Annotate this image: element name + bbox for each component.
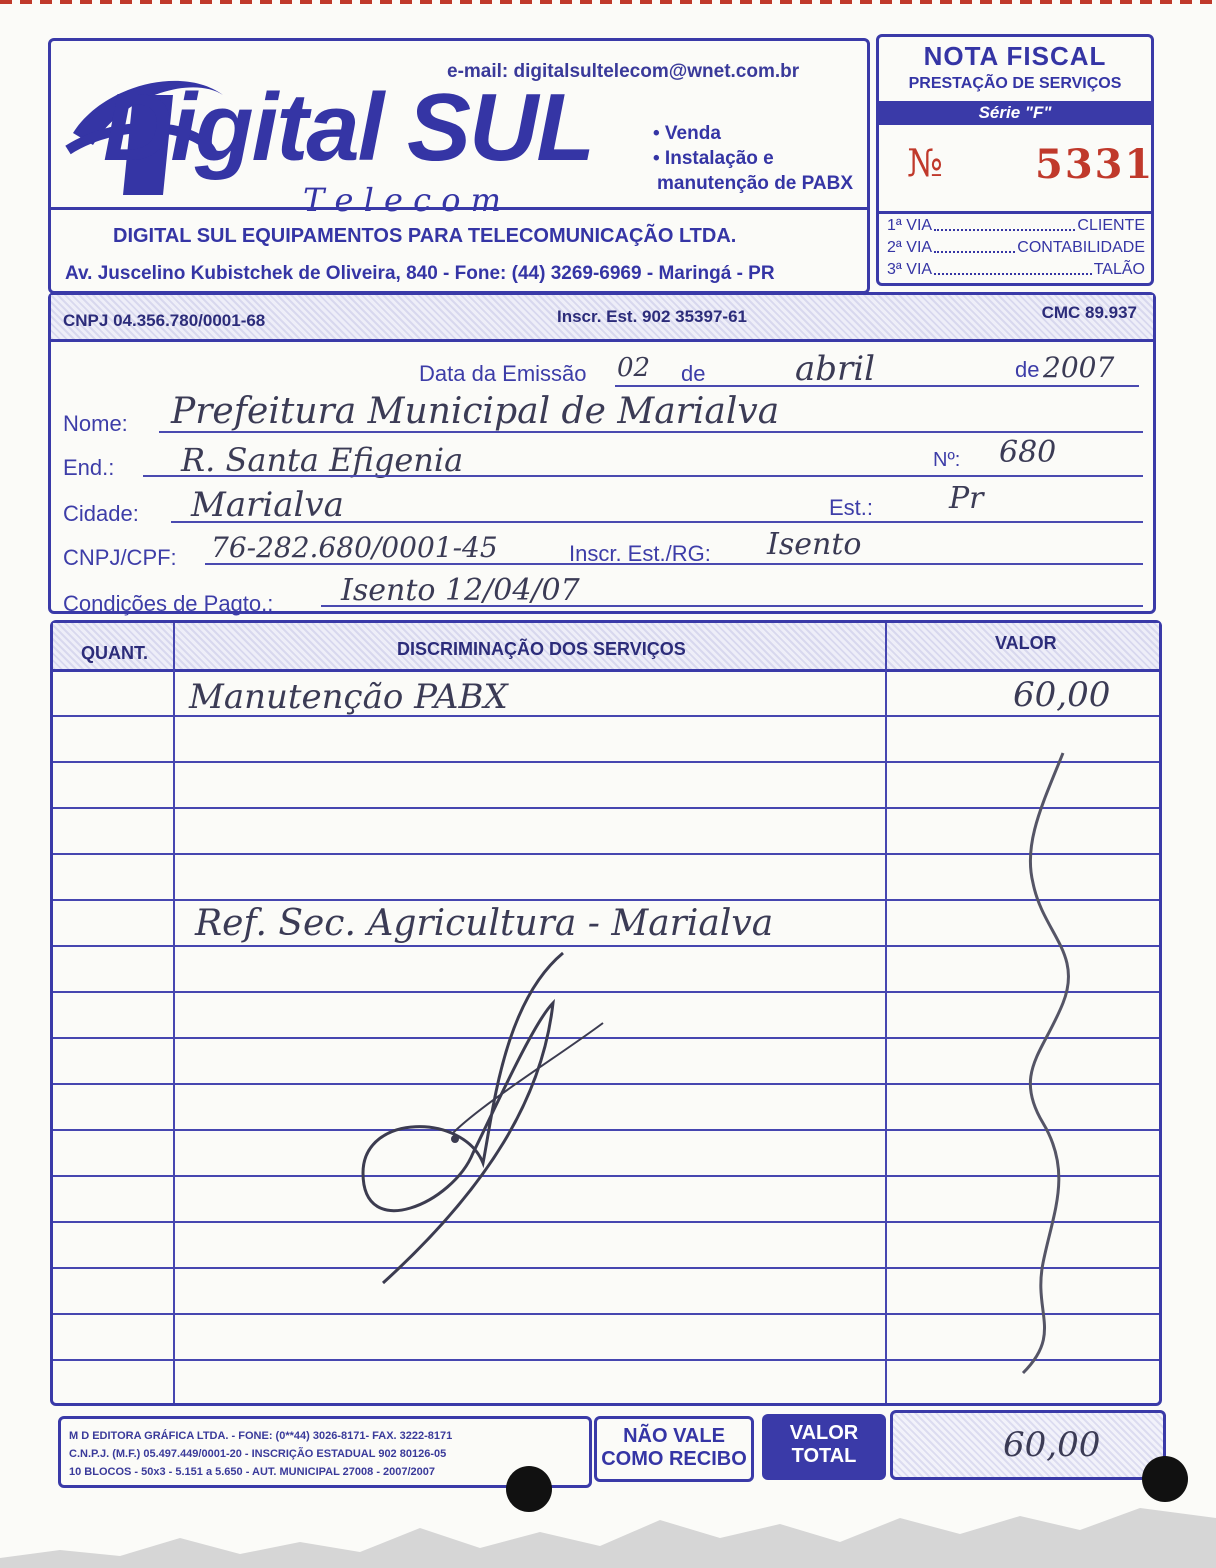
valor-total-label — [762, 1414, 886, 1480]
col-divider-1 — [173, 623, 175, 1403]
cidade-label: Cidade: — [63, 501, 139, 526]
brand-logo — [63, 55, 623, 219]
nao-vale-line-2: COMO RECIBO — [601, 1448, 747, 1470]
emission-de-2: de — [1015, 357, 1040, 382]
end-line — [143, 475, 1143, 477]
cond-value: Isento 12/04/07 — [341, 573, 580, 608]
total-value: 60,00 — [1003, 1425, 1101, 1465]
cidade-value: Marialva — [191, 485, 344, 525]
end-label: End.: — [63, 455, 115, 480]
printer-line-1: M D EDITORA GRÁFICA LTDA. - FONE: (0**44) 3026-8171- FAX. 3222-8171 — [69, 1430, 453, 1442]
col-divider-2 — [885, 623, 887, 1403]
via-3: 3ª VIA TALÃO — [887, 261, 1145, 278]
nome-line — [159, 431, 1143, 433]
emission-line — [615, 385, 1139, 387]
emission-month: abril — [795, 349, 876, 389]
void-squiggle-icon — [983, 743, 1103, 1383]
numero-value: 680 — [999, 435, 1057, 470]
invoice-subtitle: PRESTAÇÃO DE SERVIÇOS — [908, 75, 1122, 92]
nome-label: Nome: — [63, 411, 128, 436]
cond-label: Condições de Pagto.: — [63, 591, 274, 616]
cnpj-issuer: CNPJ 04.356.780/0001-68 — [63, 311, 266, 330]
printer-info — [69, 1427, 452, 1481]
punch-hole — [1142, 1456, 1188, 1502]
emission-label: Data da Emissão — [419, 361, 587, 386]
services-list — [653, 121, 853, 196]
invoice-title: NOTA FISCAL — [923, 41, 1107, 71]
invoice-number: 5331 — [1035, 141, 1155, 188]
reference-note: Ref. Sec. Agricultura - Marialva — [195, 903, 774, 944]
emission-day: 02 — [617, 353, 651, 383]
via-1: 1ª VIA CLIENTE — [887, 217, 1145, 234]
cidade-line — [171, 521, 1143, 523]
inscr-value: Isento — [767, 527, 862, 562]
inscr-label: Inscr. Est./RG: — [569, 541, 711, 566]
total-box — [890, 1410, 1166, 1480]
nome-value: Prefeitura Municipal de Marialva — [171, 391, 780, 432]
tax-ids-bar — [51, 295, 1153, 342]
inscr-issuer: Inscr. Est. 902 35397-61 — [557, 307, 747, 326]
service-manutencao: manutenção de PABX — [657, 173, 854, 194]
service-instalacao: • Instalação e — [653, 148, 774, 169]
header-quant: QUANT. — [81, 643, 148, 663]
vias-list — [887, 215, 1145, 281]
cmc-issuer: CMC 89.937 — [1041, 303, 1137, 322]
cond-line — [321, 605, 1143, 607]
service-venda: • Venda — [653, 123, 721, 144]
est-label: Est.: — [829, 495, 874, 520]
company-name: DIGITAL SUL EQUIPAMENTOS PARA TELECOMUNICAÇÃO LTDA. — [113, 225, 737, 247]
customer-form — [48, 292, 1156, 614]
emission-de-1: de — [681, 361, 706, 386]
torn-edge — [0, 1498, 1216, 1568]
company-address: Av. Juscelino Kubistchek de Oliveira, 840 - Fone: (44) 3269-6969 - Maringá - PR — [65, 263, 775, 284]
invoice-box — [876, 34, 1154, 286]
row1-description: Manutenção PABX — [189, 677, 508, 717]
cnpj-label: CNPJ/CPF: — [63, 545, 177, 570]
invoice-series: Série "F" — [879, 101, 1151, 125]
est-value: Pr — [949, 481, 984, 516]
brand-main: Digital SUL — [103, 74, 594, 181]
valor-total-line-2: TOTAL — [791, 1445, 857, 1467]
services-table — [50, 620, 1162, 1406]
row1-value: 60,00 — [1013, 675, 1111, 715]
emission-year: 2007 — [1043, 351, 1115, 384]
cnpj-value: 76-282.680/0001-45 — [211, 531, 498, 564]
invoice-divider — [879, 211, 1151, 214]
numero-label: Nº: — [933, 449, 961, 471]
printer-line-2: C.N.P.J. (M.F.) 05.497.449/0001-20 - INSCRIÇÃO ESTADUAL 902 80126-05 — [69, 1448, 447, 1460]
company-header — [48, 38, 870, 294]
tear-edge — [0, 0, 1216, 4]
printer-line-3: 10 BLOCOS - 50x3 - 5.151 a 5.650 - AUT. MUNICIPAL 27008 - 2007/2007 — [69, 1466, 436, 1478]
header-discriminacao: DISCRIMINAÇÃO DOS SERVIÇOS — [397, 639, 686, 659]
valor-total-line-1: VALOR — [789, 1422, 859, 1444]
header-divider — [51, 207, 867, 210]
header-valor: VALOR — [995, 633, 1057, 653]
via-2: 2ª VIA CONTABILIDADE — [887, 239, 1145, 256]
nao-vale-line-1: NÃO VALE — [623, 1425, 725, 1447]
invoice-number-label: № — [907, 141, 943, 185]
table-header — [53, 623, 1159, 672]
signature-icon — [343, 943, 643, 1303]
email: e-mail: digitalsultelecom@wnet.com.br — [447, 61, 800, 82]
brand-sub: T e l e c o m — [303, 181, 502, 219]
nao-vale-box — [594, 1416, 754, 1482]
end-value: R. Santa Efigenia — [181, 441, 464, 479]
cnpj-line — [205, 563, 1143, 565]
